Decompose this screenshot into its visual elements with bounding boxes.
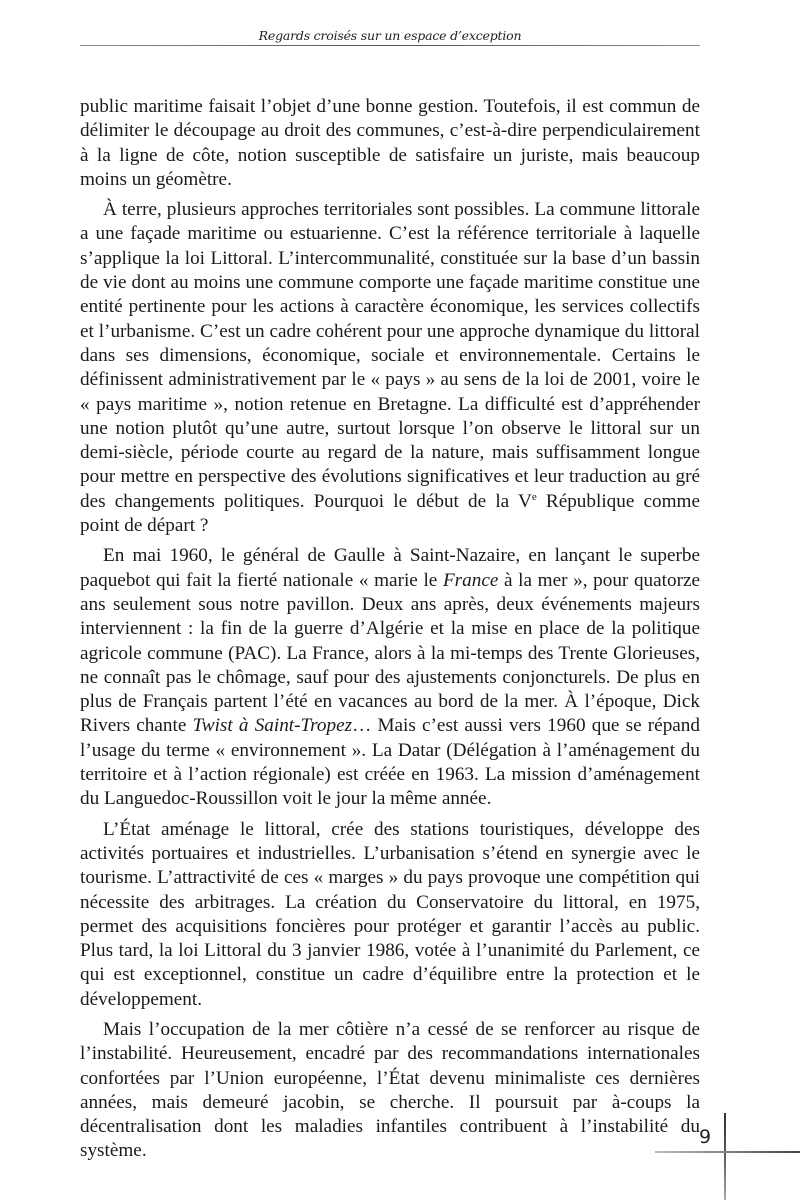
paragraph-text: public maritime faisait l’objet d’une bonne gestion. Toutefois, il est commun de délimiter le découpage au droit des communes, c’est-à-dire perpendiculairement à la ligne de côte, notion susceptible de satisfaire un juriste, mais beaucoup moins un géomètre. xyxy=(80,96,700,190)
paragraph xyxy=(80,1018,700,1164)
paragraph-text: Mais l’occupation de la mer côtière n’a cessé de se renforcer au risque de l’instabilité. Heureusement, encadré par des recommandations internationales confortées par l’Union européenne, l’État devenu minimaliste ces dernières années, mais demeuré jacobin, se cherche. Il poursuit par à-coups la décentralisation dont les maladies infantiles contribuent à l’instabilité du système. xyxy=(80,1018,700,1162)
paragraph-text: … Mais c’est aussi vers 1960 que se répand l’usage du terme « environnement ». La Datar (Délégation à l’aménagement du territoire et à l’action régionale) est créée en 1963. La mission d’aménagement du Languedoc-Roussillon voit le jour la même année. xyxy=(80,715,700,810)
italic-song-title: Twist à Saint-Tropez xyxy=(192,715,353,737)
paragraph-text: En mai 1960, le général de Gaulle à Saint-Nazaire, en lançant le superbe paquebot qui fait la fierté nationale « marie le xyxy=(80,545,700,591)
superscript: e xyxy=(531,490,537,503)
paragraph xyxy=(80,198,700,538)
folio-vertical-rule xyxy=(724,1113,726,1200)
running-title: Regards croisés sur un espace d’exception xyxy=(258,28,522,43)
paragraph-text: À terre, plusieurs approches territoriales sont possibles. La commune littorale a une façade maritime ou estuarienne. C’est la référence territoriale à laquelle s’applique la loi Littoral. L’intercommunalité, constituée sur la base d’un bassin de vie dont au moins une commune comporte une façade maritime constitue une entité pertinente pour les actions à caractère économique, les services collectifs et l’urbanisme. C’est un cadre cohérent pour une approche dynamique du littoral dans ses dimensions, économique, sociale et environnementale. Certains le définissent administrativement par le « pays » au sens de la loi de 2001, voire le « pays maritime », notion retenue en Bretagne. La difficulté est d’appréhender une notion plutôt qu’une autre, surtout lorsque l’on observe le littoral sur un demi-siècle, période courte au regard de la nature, mais suffisamment longue pour mettre en perspective des évolutions significatives et leur traduction au gré des changements politiques. Pourquoi le début de la V xyxy=(80,199,700,512)
body-text xyxy=(80,95,700,1170)
paragraph-text: L’État aménage le littoral, crée des stations touristiques, développe des activités portuaires et industrielles. L’urbanisation s’étend en synergie avec le tourisme. L’attractivité de ces « marges » du pays provoque une compétition qui nécessite des arbitrages. La création du Conservatoire du littoral, en 1975, permet des acquisitions foncières pour protéger et garantir l’accès au public. Plus tard, la loi Littoral du 3 janvier 1986, votée à l’unanimité du Parlement, ce qui est exceptionnel, constitue un cadre d’équilibre entre la protection et le développement. xyxy=(80,818,700,1010)
page-number: 9 xyxy=(699,1126,712,1148)
paragraph-text: République comme point de départ ? xyxy=(80,490,700,537)
header-rule xyxy=(80,45,700,46)
paragraph xyxy=(80,818,700,1012)
italic-ship-name: France xyxy=(442,569,499,591)
running-header xyxy=(80,28,700,46)
paragraph-text: à la mer », pour quatorze ans seulement sous notre pavillon. Deux ans après, deux événements majeurs interviennent : la fin de la guerre d’Algérie et la mise en place de la politique agricole commune (PAC). La France, alors à la mi-temps des Trente Glorieuses, ne connaît pas le chômage, sauf pour des ajustements conjoncturels. De plus en plus de Français partent l’été en vacances au bord de la mer. À l’époque, Dick Rivers chante xyxy=(80,569,700,737)
paragraph xyxy=(80,544,700,811)
paragraph xyxy=(80,95,700,192)
folio-horizontal-rule xyxy=(655,1151,800,1153)
